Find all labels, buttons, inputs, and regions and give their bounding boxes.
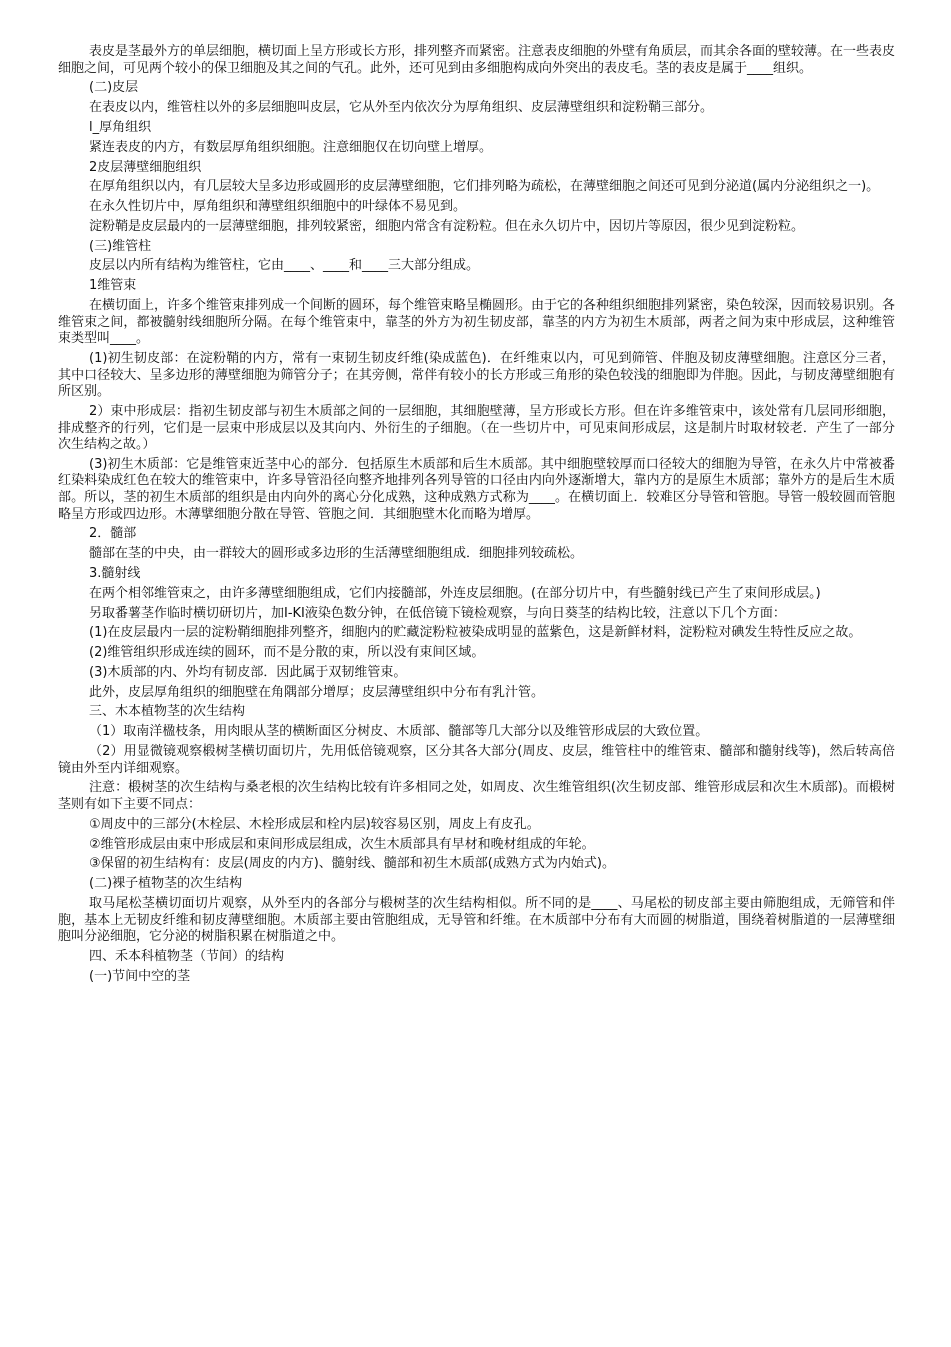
paragraph-cortex: 在表皮以内，维管柱以外的多层细胞叫皮层，它从外至内依次分为厚角组织、皮层薄壁组织和淀粉鞘三部分。	[89, 100, 714, 116]
heading-pith-ray: 3.髓射线	[89, 566, 141, 581]
heading-pith: 2．髓部	[89, 526, 137, 542]
paragraph-starch-sheath: 淀粉鞘是皮层最内的一层薄壁细胞，排列较紧密，细胞内常含有淀粉粒。但在永久切片中，因切片等原因，很少见到淀粉粒。	[89, 218, 805, 234]
paragraph-epidermis: 表皮是茎最外方的单层细胞，横切面上呈方形或长方形，排列整齐而紧密。注意表皮细胞的外壁有角质层，而其余各面的壁较薄。在一些表皮细胞之间，可见两个较小的保卫细胞及其之间的气孔。此外，还可见到由多细胞构成向外突出的表皮毛。茎的表皮是属于____组织。	[58, 44, 896, 76]
heading-grass-stem: 四、禾本科植物茎（节间）的结构	[89, 948, 285, 964]
paragraph-laticifers: 此外，皮层厚角组织的细胞壁在角隅部分增厚；皮层薄壁组织中分布有乳汁管。	[89, 684, 545, 700]
paragraph-sweet-potato: 另取番薯茎作临时横切研切片，加I-KI液染色数分钟，在低倍镜下镜检观察，与向日葵茎的结构比较，注意以下几个方面：	[89, 605, 786, 621]
paragraph-stele: 皮层以内所有结构为维管柱，它由____、____和____三大部分组成。	[89, 258, 480, 274]
heading-cortex: (二)皮层	[89, 80, 139, 96]
list-item-3: (3)木质部的内、外均有韧皮部．因此属于双韧维管束。	[89, 664, 407, 680]
paragraph-primary-xylem: (3)初生木质部：它是维管束近茎中心的部分．包括原生木质部和后生木质部。其中细胞壁较厚而口径较大的细胞为导管，在永久片中常被番红染料染成红色在较大的维管束中，许多导管沿径向整齐地排列各列导管的口径由内向外逐渐增大，靠内方的是原生木质部；靠外方的是后生木质部。所以，茎的初生木质部的组织是由内向外的离心分化成熟，这种成熟方式称为____。在横切面上．较难区分导管和管胞。导管一般较圆而管胞略呈方形或四边形。木薄擘细胞分散在导管、管胞之间．其细胞壁木化而略为增厚。	[58, 456, 895, 522]
paragraph-collenchyma: 紧连表皮的内方，有数层厚角组织细胞。注意细胞仅在切向壁上增厚。	[89, 139, 493, 155]
paragraph-cortical-parenchyma: 在厚角组织以内，有几层较大呈多边形或圆形的皮层薄壁细胞，它们排列略为疏松，在薄壁细胞之间还可见到分泌道(属内分泌组织之一)。	[89, 179, 880, 195]
point-3: ③保留的初生结构有：皮层(周皮的内方)、髓射线、髓部和初生木质部(成熟方式为内始式)。	[89, 856, 615, 872]
heading-gymnosperm: (二)裸子植物茎的次生结构	[89, 876, 243, 892]
heading-woody-stem: 三、木本植物茎的次生结构	[89, 704, 246, 720]
paragraph-chloroplasts: 在永久性切片中，厚角组织和薄壁组织细胞中的叶绿体不易见到。	[89, 199, 467, 215]
heading-hollow-internode: (一)节间中空的茎	[89, 968, 191, 984]
paragraph-pine: 取马尾松茎横切面切片观察，从外至内的各部分与椴树茎的次生结构相似。所不同的是____、马尾松的韧皮部主要由筛胞组成，无筛管和伴胞，基本上无韧皮纤维和韧皮薄壁细胞。木质部主要由管胞组成，无导管和纤维。在木质部中分布有大而圆的树脂道，围绕着树脂道的一层薄壁细胞叫分泌细胞，它分泌的树脂积累在树脂道之中。	[58, 895, 895, 945]
list-item-2: (2)维管组织形成连续的圆环，而不是分散的束，所以没有束间区域。	[89, 645, 485, 661]
step-2: （2）用显微镜观察椴树茎横切面切片，先用低倍镜观察，区分其各大部分(周皮、皮层，维管柱中的维管束、髓部和髓射线等)，然后转高倍镜由外至内详细观察。	[58, 744, 895, 776]
heading-vascular-bundle: 1维管束	[89, 278, 137, 294]
heading-stele: (三)维管柱	[89, 238, 152, 254]
paragraph-vascular-bundle: 在横切面上，许多个维管束排列成一个间断的圆环，每个维管束略呈椭圆形。由于它的各种组织细胞排列紧密，染色较深，因而较易识别。各维管束之间，都被髓射线细胞所分隔。在每个维管束中，靠茎的外方为初生韧皮部，靠茎的内方为初生木质部，两者之间为束中形成层，这种维管束类型叫____。	[58, 297, 896, 347]
heading-collenchyma: l_厚角组织	[89, 119, 152, 135]
paragraph-primary-phloem: (1)初生韧皮部：在淀粉鞘的内方，常有一束韧生韧皮纤维(染成蓝色)．在纤维束以内，可见到筛管、伴胞及韧皮薄壁细胞。注意区分三者，其中口径较大、呈多边形的薄壁细胞为筛管分子；在其旁侧，常伴有较小的长方形或三角形的染色较浅的细胞即为伴胞。因此，与韧皮薄壁细胞有所区别。	[58, 350, 895, 400]
step-1: （1）取南洋楹枝条，用肉眼从茎的横断面区分树皮、木质部、髓部等几大部分以及维管形成层的大致位置。	[89, 724, 709, 740]
paragraph-fascicular-cambium: 2）束中形成层：指初生韧皮部与初生木质部之间的一层细胞，其细胞壁薄，呈方形或长方形。但在许多维管束中，该处常有几层同形细胞，排成整齐的行列，它们是一层束中形成层以及其向内、外衍生的子细胞。（在一些切片中，可见束间形成层，这是制片时取材较老．产生了一部分次生结构之故。）	[58, 403, 895, 453]
paragraph-pith: 髓部在茎的中央，由一群较大的圆形或多边形的生活薄壁细胞组成．细胞排列较疏松。	[89, 546, 584, 562]
point-2: ②维管形成层由束中形成层和束间形成层组成，次生木质部具有早材和晚材组成的年轮。	[89, 836, 595, 852]
list-item-1: (1)在皮层最内一层的淀粉鞘细胞排列整齐，细胞内的贮藏淀粉粒被染成明显的蓝紫色，这是新鲜材料，淀粉粒对碘发生特性反应之故。	[89, 625, 862, 641]
point-1: ①周皮中的三部分(木栓层、木栓形成层和栓内层)较容易区别，周皮上有皮孔。	[89, 816, 540, 832]
paragraph-note: 注意：椴树茎的次生结构与桑老根的次生结构比较有许多相同之处，如周皮、次生维管组织(次生韧皮部、维管形成层和次生木质部)。而椴树茎则有如下主要不同点：	[58, 780, 895, 812]
paragraph-pith-ray: 在两个相邻维管束之，由许多薄壁细胞组成，它们内接髓部，外连皮层细胞。(在部分切片中，有些髓射线已产生了束间形成层。)	[89, 585, 821, 601]
heading-cortical-parenchyma: 2皮层薄壁细胞组织	[89, 159, 202, 175]
